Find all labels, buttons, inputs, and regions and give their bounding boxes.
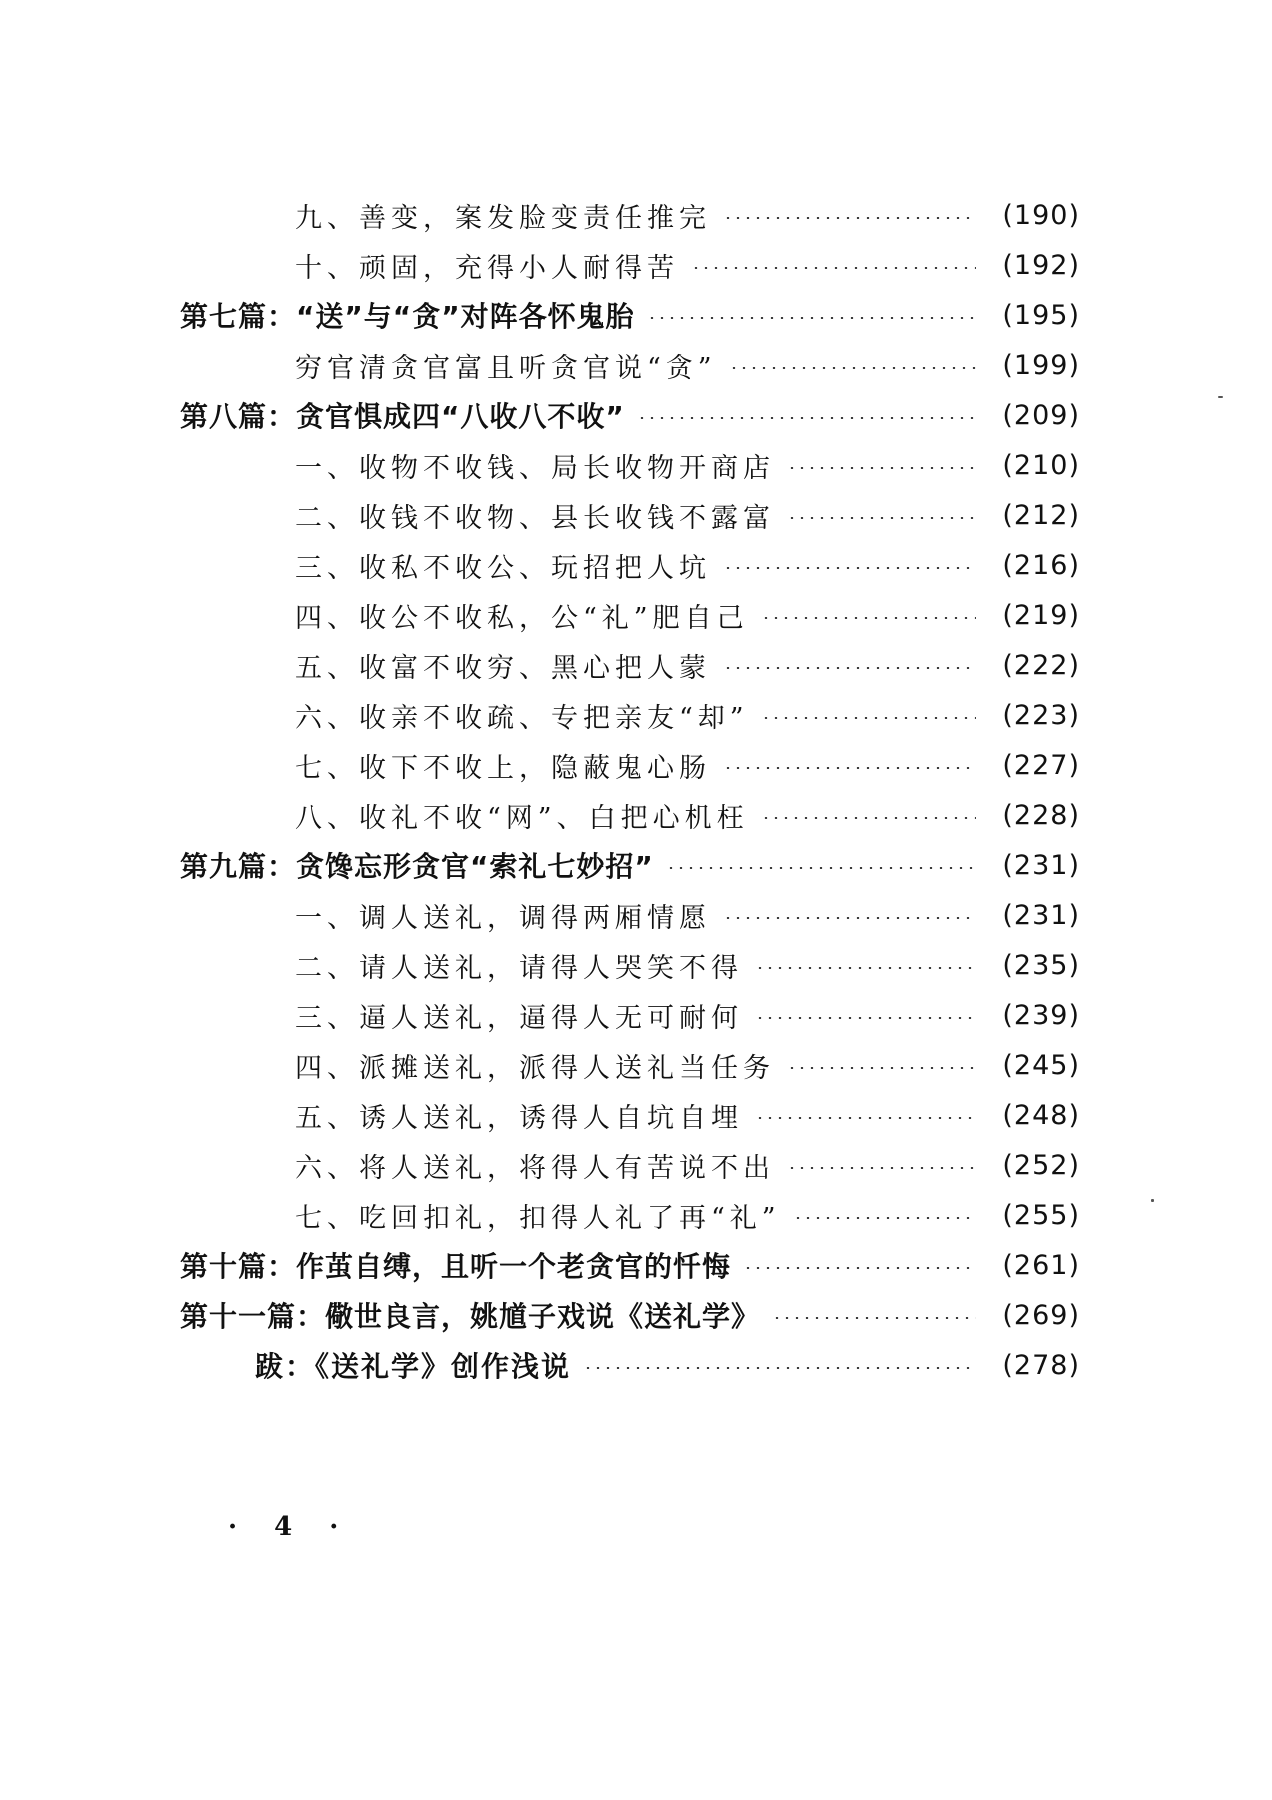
toc-entry-page: (216)	[1002, 549, 1080, 581]
toc-entry-page: (278)	[1002, 1349, 1080, 1381]
page-number: · 4 ·	[228, 1512, 353, 1542]
dot-leader	[743, 1267, 976, 1269]
toc-entry-page: (239)	[1002, 999, 1080, 1031]
toc-entry	[180, 1190, 1080, 1240]
toc-entry-page: (212)	[1002, 499, 1080, 531]
dot-leader	[666, 867, 976, 869]
dot-leader	[787, 517, 976, 519]
toc-entry-page: (269)	[1002, 1299, 1080, 1331]
toc-entry	[180, 790, 1080, 840]
dot-leader	[761, 617, 976, 619]
dot-leader	[755, 1117, 976, 1119]
toc-entry-title: 二、请人送礼，请得人哭笑不得	[295, 952, 743, 984]
dot-leader	[637, 417, 976, 419]
toc-entry-title: 九、善变，案发脸变责任推完	[295, 202, 711, 234]
toc-entry	[180, 190, 1080, 240]
toc-entry	[180, 540, 1080, 590]
scan-speck	[1151, 1199, 1154, 1202]
toc-entry-title: 三、逼人送礼，逼得人无可耐何	[295, 1002, 743, 1034]
toc-entry	[180, 1090, 1080, 1140]
toc-entry-page: (228)	[1002, 799, 1080, 831]
toc-entry	[180, 690, 1080, 740]
toc-entry	[180, 940, 1080, 990]
toc-entry-page: (195)	[1002, 299, 1080, 331]
toc-entry-page: (235)	[1002, 949, 1080, 981]
dot-leader	[755, 1017, 976, 1019]
dot-leader	[761, 717, 976, 719]
toc-entry-title: 七、吃回扣礼，扣得人礼了再“礼”	[295, 1202, 781, 1234]
toc-entry-page: (252)	[1002, 1149, 1080, 1181]
toc-chapter-entry	[180, 390, 1080, 440]
toc-entry-title: 一、收物不收钱、局长收物开商店	[295, 452, 775, 484]
toc-entry-title: 十、顽固，充得小人耐得苦	[295, 252, 679, 284]
toc-entry	[180, 490, 1080, 540]
toc-entry-page: (248)	[1002, 1099, 1080, 1131]
toc-entry	[180, 990, 1080, 1040]
toc-entry-page: (210)	[1002, 449, 1080, 481]
toc-entry-title: 第七篇：“送”与“贪”对阵各怀鬼胎	[180, 300, 635, 333]
toc-entry-page: (255)	[1002, 1199, 1080, 1231]
toc-entry-title: 四、收公不收私，公“礼”肥自己	[295, 602, 749, 634]
toc-chapter-entry	[180, 1290, 1080, 1340]
toc-entry-title: 穷官清贪官富且听贪官说“贪”	[295, 352, 717, 384]
toc-entry-page: (227)	[1002, 749, 1080, 781]
toc-entry-title: 第十一篇：儆世良言，姚馗子戏说《送礼学》	[180, 1300, 761, 1333]
toc-entry-title: 六、将人送礼，将得人有苦说不出	[295, 1152, 775, 1184]
toc-entry-page: (199)	[1002, 349, 1080, 381]
scan-speck	[1218, 396, 1223, 398]
toc-entry	[180, 1040, 1080, 1090]
dot-leader	[691, 267, 976, 269]
toc-entry-title: 第八篇：贪官惧成四“八收八不收”	[180, 400, 625, 433]
toc-entry-page: (223)	[1002, 699, 1080, 731]
toc-entry-page: (219)	[1002, 599, 1080, 631]
toc-entry-title: 五、诱人送礼，诱得人自坑自埋	[295, 1102, 743, 1134]
dot-leader	[755, 967, 976, 969]
toc-entry	[180, 590, 1080, 640]
toc-entry-page: (245)	[1002, 1049, 1080, 1081]
toc-entry-title: 五、收富不收穷、黑心把人蒙	[295, 652, 711, 684]
toc-chapter-entry	[180, 290, 1080, 340]
toc-entry-page: (192)	[1002, 249, 1080, 281]
toc-entry-page: (231)	[1002, 899, 1080, 931]
toc-entry	[180, 1140, 1080, 1190]
toc-chapter-entry	[180, 840, 1080, 890]
dot-leader	[723, 767, 976, 769]
toc-entry-page: (231)	[1002, 849, 1080, 881]
toc-postscript-entry	[180, 1340, 1080, 1390]
toc-entry-title: 第九篇：贪馋忘形贪官“索礼七妙招”	[180, 850, 654, 883]
dot-leader	[723, 217, 976, 219]
dot-leader	[729, 367, 976, 369]
dot-leader	[793, 1217, 976, 1219]
toc-entry-page: (261)	[1002, 1249, 1080, 1281]
toc-entry	[180, 740, 1080, 790]
toc-chapter-entry	[180, 1240, 1080, 1290]
toc-entry-title: 六、收亲不收疏、专把亲友“却”	[295, 702, 749, 734]
dot-leader	[761, 817, 976, 819]
toc-entry	[180, 440, 1080, 490]
dot-leader	[723, 667, 976, 669]
dot-leader	[583, 1367, 976, 1369]
toc-entry	[180, 340, 1080, 390]
toc-entry-title: 二、收钱不收物、县长收钱不露富	[295, 502, 775, 534]
toc-entry	[180, 240, 1080, 290]
dot-leader	[787, 1067, 976, 1069]
toc-entry-title: 一、调人送礼，调得两厢情愿	[295, 902, 711, 934]
dot-leader	[787, 1167, 976, 1169]
toc-entry-title: 八、收礼不收“网”、白把心机枉	[295, 802, 749, 834]
toc-entry	[180, 890, 1080, 940]
toc-entry-title: 第十篇：作茧自缚，且听一个老贪官的忏悔	[180, 1250, 732, 1283]
dot-leader	[772, 1317, 976, 1319]
toc-entry-title: 七、收下不收上，隐蔽鬼心肠	[295, 752, 711, 784]
toc-entry	[180, 640, 1080, 690]
dot-leader	[723, 567, 976, 569]
toc-entry-title: 三、收私不收公、玩招把人坑	[295, 552, 711, 584]
toc-entry-page: (190)	[1002, 199, 1080, 231]
dot-leader	[647, 317, 976, 319]
toc-entry-title: 四、派摊送礼，派得人送礼当任务	[295, 1052, 775, 1084]
toc-entry-page: (222)	[1002, 649, 1080, 681]
toc-entry-title: 跋：《送礼学》创作浅说	[255, 1350, 572, 1383]
dot-leader	[723, 917, 976, 919]
dot-leader	[787, 467, 976, 469]
toc-entry-page: (209)	[1002, 399, 1080, 431]
